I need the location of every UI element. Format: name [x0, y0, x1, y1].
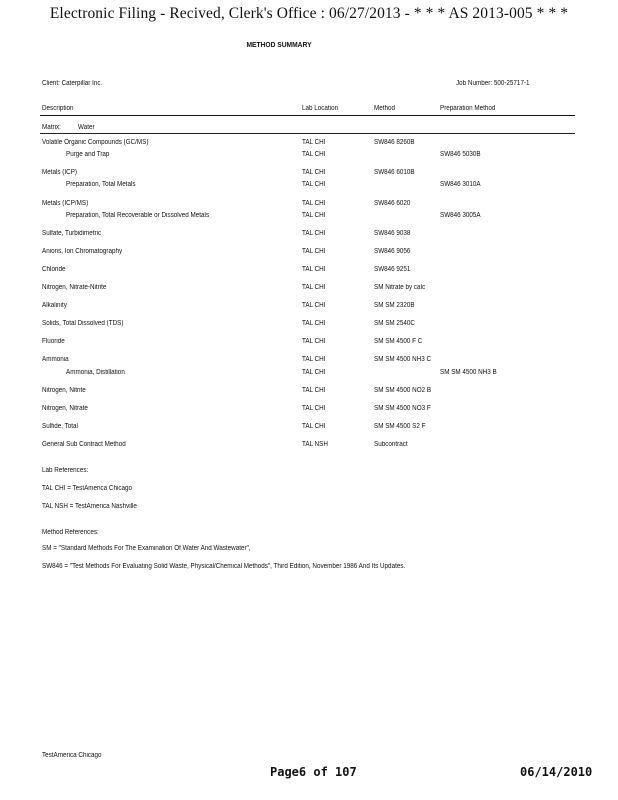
row-description: Nitrogen, Nitrate — [42, 405, 88, 412]
method-reference-item: SM = "Standard Methods For The Examination Of Water And Wastewater", — [42, 545, 251, 552]
row-lab-location: TAL CHI — [302, 423, 326, 430]
row-description: Nitrogen, Nitrate-Nitrite — [42, 284, 107, 291]
method-references-heading: Method References: — [42, 529, 99, 536]
row-lab-location: TAL CHI — [302, 356, 326, 363]
row-lab-location: TAL CHI — [302, 169, 326, 176]
row-lab-location: TAL CHI — [302, 139, 326, 146]
row-preparation-method: SW846 5030B — [440, 151, 481, 158]
row-description: Preparation, Total Recoverable or Dissolved Metals — [66, 212, 210, 219]
row-lab-location: TAL CHI — [302, 320, 326, 327]
method-reference-item: SW846 = "Test Methods For Evaluating Solid Waste, Physical/Chemical Methods", Third Edition, November 1986 And Its Updates. — [42, 563, 406, 570]
footer-lab-name: TestAmerica Chicago — [42, 752, 102, 759]
row-preparation-method: SW846 3005A — [440, 212, 481, 219]
row-method: SM SM 2320B — [374, 302, 415, 309]
client-label: Client: Caterpillar Inc. — [42, 80, 103, 87]
row-lab-location: TAL CHI — [302, 302, 326, 309]
row-description: Metals (ICP) — [42, 169, 78, 176]
row-lab-location: TAL CHI — [302, 338, 326, 345]
row-method: SM Nitrate by calc — [374, 284, 426, 291]
row-lab-location: TAL CHI — [302, 405, 326, 412]
row-description: Preparation, Total Metals — [66, 181, 136, 188]
row-lab-location: TAL CHI — [302, 230, 326, 237]
row-lab-location: TAL CHI — [302, 266, 326, 273]
row-method: Subcontract — [374, 441, 408, 448]
row-method: SM SM 4500 NO2 B — [374, 387, 432, 394]
row-description: Fluoride — [42, 338, 65, 345]
row-method: SW846 6010B — [374, 169, 415, 176]
row-description: Solids, Total Dissolved (TDS) — [42, 320, 124, 327]
row-description: Nitrogen, Nitrite — [42, 387, 86, 394]
column-header-preparation-method: Preparation Method — [440, 105, 496, 112]
row-method: SM SM 4500 NH3 C — [374, 356, 432, 363]
lab-references-heading: Lab References: — [42, 467, 89, 474]
row-description: Anions, Ion Chromatography — [42, 248, 123, 255]
row-method: SM SM 2540C — [374, 320, 415, 327]
row-description: Sulfide, Total — [42, 423, 78, 430]
row-description: Sulfate, Turbidimetric — [42, 230, 102, 237]
row-method: SW846 9251 — [374, 266, 411, 273]
matrix-value: Water — [78, 124, 95, 131]
row-description: Purge and Trap — [66, 151, 110, 158]
row-lab-location: TAL CHI — [302, 151, 326, 158]
row-description: Ammonia, Distillation — [66, 369, 125, 376]
lab-reference-item: TAL CHI = TestAmerica Chicago — [42, 485, 133, 492]
row-preparation-method: SM SM 4500 NH3 B — [440, 369, 497, 376]
row-method: SM SM 4500 S2 F — [374, 423, 426, 430]
row-lab-location: TAL NSH — [302, 441, 328, 448]
row-description: Metals (ICP/MS) — [42, 200, 89, 207]
row-method: SM SM 4500 NO3 F — [374, 405, 431, 412]
row-description: General Sub Contract Method — [42, 441, 126, 448]
row-lab-location: TAL CHI — [302, 212, 326, 219]
row-method: SW846 8260B — [374, 139, 415, 146]
row-description: Alkalinity — [42, 302, 67, 309]
row-method: SW846 9038 — [374, 230, 411, 237]
matrix-label: Matrix: — [42, 124, 61, 131]
row-lab-location: TAL CHI — [302, 200, 326, 207]
column-header-method: Method — [374, 105, 396, 112]
page-number: Page6 of 107 — [270, 765, 357, 779]
row-method: SW846 6020 — [374, 200, 411, 207]
matrix-rule — [40, 133, 575, 134]
footer-date: 06/14/2010 — [520, 765, 593, 779]
row-lab-location: TAL CHI — [302, 181, 326, 188]
row-lab-location: TAL CHI — [302, 284, 326, 291]
lab-reference-item: TAL NSH = TestAmerica Nashville — [42, 503, 137, 510]
row-preparation-method: SW846 3010A — [440, 181, 481, 188]
row-description: Ammonia — [42, 356, 69, 363]
row-method: SW846 9056 — [374, 248, 411, 255]
column-header-description: Description — [42, 105, 74, 112]
job-number-label: Job Number: 500-25717-1 — [456, 80, 530, 87]
row-method: SM SM 4500 F C — [374, 338, 423, 345]
header-rule — [40, 115, 575, 116]
row-lab-location: TAL CHI — [302, 248, 326, 255]
document-title: METHOD SUMMARY — [246, 40, 312, 49]
row-lab-location: TAL CHI — [302, 369, 326, 376]
row-lab-location: TAL CHI — [302, 387, 326, 394]
row-description: Chloride — [42, 266, 66, 273]
row-description: Volatile Organic Compounds (GC/MS) — [42, 139, 149, 146]
filing-stamp-header: Electronic Filing - Recived, Clerk's Office : 06/27/2013 - * * * AS 2013-005 * * * — [49, 5, 569, 22]
column-header-lab-location: Lab Location — [302, 105, 339, 112]
